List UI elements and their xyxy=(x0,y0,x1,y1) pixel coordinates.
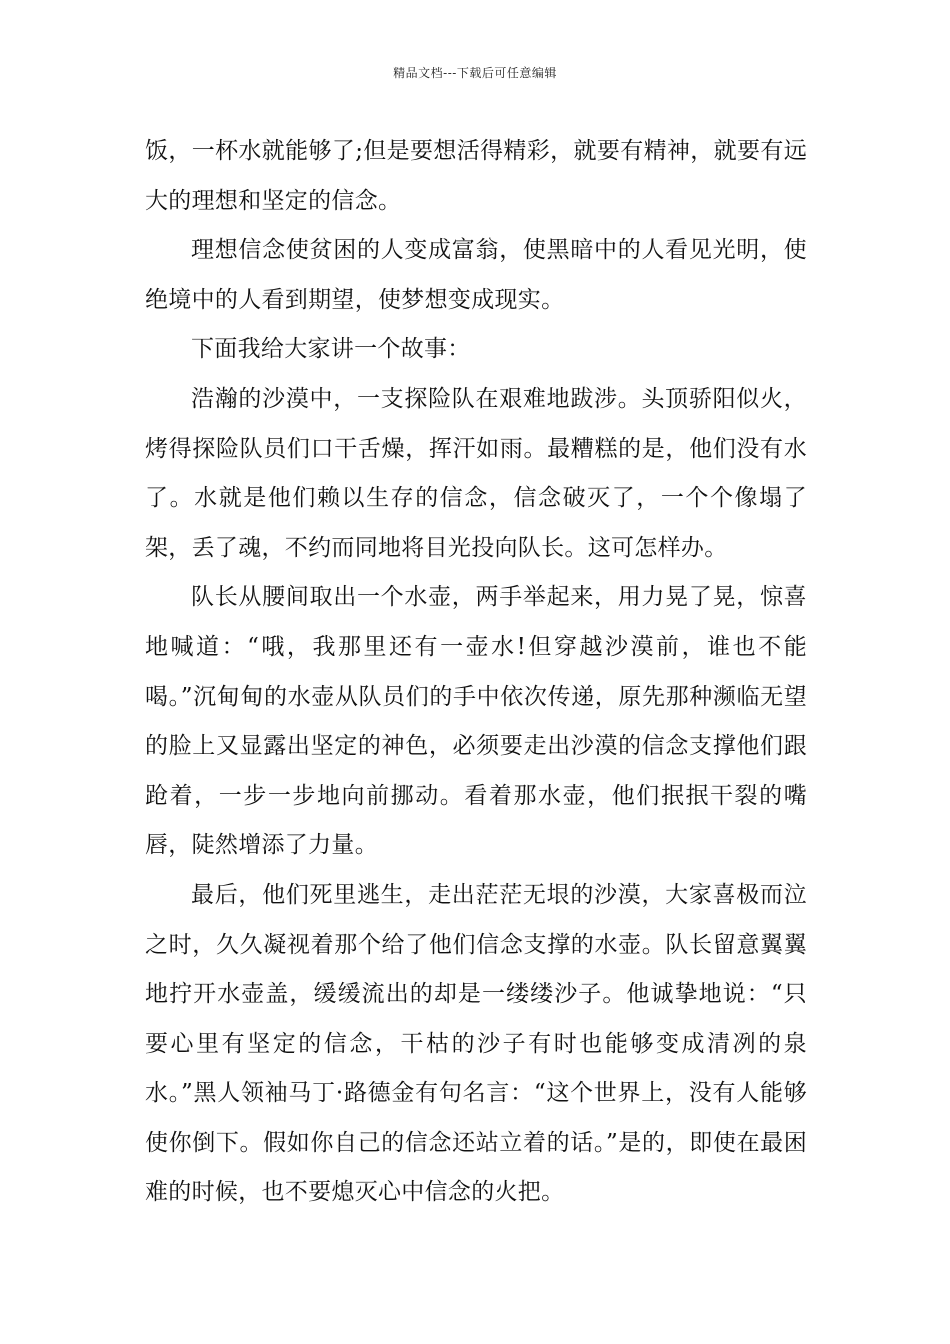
paragraph-5: 队长从腰间取出一个水壶，两手举起来，用力晃了晃，惊喜地喊道：“哦，我那里还有一壶水!但穿越沙漠前，谁也不能喝。”沉甸甸的水壶从队员们的手中依次传递，原先那种濒临无望的脸上又显露出坚定的神色，必须要走出沙漠的信念支撑他们跟跄着，一步一步地向前挪动。看着那水壶，他们抿抿干裂的嘴唇，陡然增添了力量。 xyxy=(145,584,807,859)
paragraph-4: 浩瀚的沙漠中，一支探险队在艰难地跋涉。头顶骄阳似火，烤得探险队员们口干舌燥，挥汗如雨。最糟糕的是，他们没有水了。水就是他们赖以生存的信念，信念破灭了，一个个像塌了架，丢了魂，不约而同地将目光投向队长。这可怎样办。 xyxy=(145,385,807,561)
paragraph-1: 饭，一杯水就能够了;但是要想活得精彩，就要有精神，就要有远大的理想和坚定的信念。 xyxy=(145,138,807,214)
paragraph-6: 最后，他们死里逃生，走出茫茫无垠的沙漠，大家喜极而泣之时，久久凝视着那个给了他们信念支撑的水壶。队长留意翼翼地拧开水壶盖，缓缓流出的却是一缕缕沙子。他诚挚地说：“只要心里有坚定的信念，干枯的沙子有时也能够变成清冽的泉水。”黑人领袖马丁·路德金有句名言：“这个世界上，没有人能够使你倒下。假如你自己的信念还站立着的话。”是的，即使在最困难的时候，也不要熄灭心中信念的火把。 xyxy=(145,881,807,1206)
paragraph-2: 理想信念使贫困的人变成富翁，使黑暗中的人看见光明，使绝境中的人看到期望，使梦想变成现实。 xyxy=(145,237,807,313)
document-body xyxy=(145,127,807,1218)
page-header: 精品文档---下载后可任意编辑 xyxy=(393,66,557,80)
paragraph-3: 下面我给大家讲一个故事： xyxy=(191,336,471,363)
